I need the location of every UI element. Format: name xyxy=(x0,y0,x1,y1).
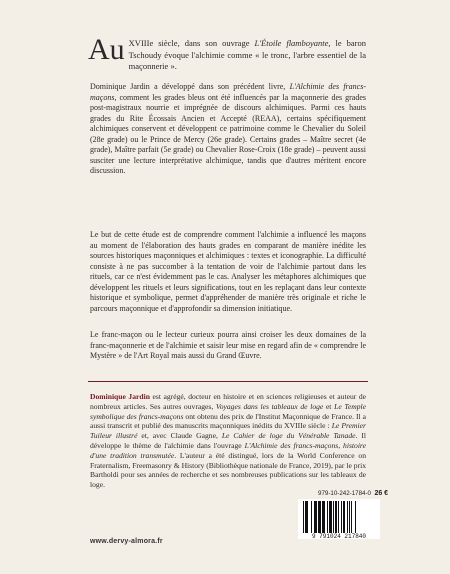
drop-cap: Au xyxy=(88,33,125,66)
isbn: 979-10-242-1784-0 xyxy=(318,490,371,497)
paragraph-previous-book: Dominique Jardin a développé dans son précédent livre, L'Alchimie des francs-maçons, comment les grades bleus ont été influencés par la maçonnerie des grades post-magistraux nourrie et imprégnée de discours alchimiques. Parmi ces hauts grades du Rite Écossais Ancien et Accepté (REAA), certains spécifiquement alchimiques conservent et développent ce patrimoine comme le Chevalier du Soleil (28e grade) ou le Prince de Mercy (26e grade). Certains grades – Maître secret (4e grade), Maître parfait (5e grade) ou Chevalier Rose-Croix (18e grade) – peuvent aussi susciter une lecture interprétative alchimique, tandis que d'autres méritent encore discussion. xyxy=(90,82,366,175)
publisher-website: www.dervy-almora.fr xyxy=(90,538,163,545)
barcode-bar xyxy=(356,501,357,533)
divider xyxy=(88,381,368,382)
author-bio: Dominique Jardin est agrégé, docteur en histoire et en sciences religieuses et auteur de nombreux articles. Ses autres ouvrages, Voyages dans les tableaux de loge et Le Temple symbolique des francs-maçons ont obtenu des prix de l'Institut Maçonnique de France. Il a aussi transcrit et publié des manuscrits maçonniques inédits du XVIIIe siècle : Le Premier Tuileur illustré et, avec Claude Gagne, Le Cahier de loge du Vénérable Tanade. Il développe le thème de l'alchimie dans l'ouvrage L'Alchimie des francs-maçons, histoire d'une tradition transmutée. L'auteur a été distingué, lors de la World Conference on Fraternalism, Freemasonry & History (Bibliothèque nationale de France, 2019), par le prix Bartholdi pour ses années de recherche et ses nombreuses publications sur les tableaux de loge. xyxy=(90,392,367,490)
barcode-bars xyxy=(303,501,375,533)
author-name: Dominique Jardin xyxy=(90,392,150,401)
isbn-price xyxy=(318,490,388,497)
paragraph-reader: Le franc-maçon ou le lecteur curieux pourra ainsi croiser les deux domaines de la franc-maçonnerie et de l'alchimie et saisir leur mise en regard afin de « comprendre le Mystère » de l'Art Royal mais aussi du Grand Œuvre. xyxy=(90,330,366,360)
price: 26 € xyxy=(374,490,389,497)
paragraph-study-goal: Le but de cette étude est de comprendre comment l'alchimie a influencé les maçons au moment de l'élaboration des hauts grades en comparant de manière inédite les sources historiques maçonniques et alchimiques : textes et iconographie. La difficulté consiste à ne pas succomber à la tentation de voir de l'alchimie partout dans les rituels, car ce n'est évidemment pas le cas. Analyser les métaphores alchimiques que développent les rituels et leurs significations, tout en les replaçant dans leur contexte historique et symbolique, permet d'appréhender de manière très originale et riche le parcours maçonnique et d'approfondir sa dimension initiatique. xyxy=(90,230,366,313)
intro-paragraph: Au XVIIIe siècle, dans son ouvrage L'Étoile flamboyante, le baron Tschoudy évoque l'alchimie comme « le tronc, l'arbre essentiel de la maçonnerie ». xyxy=(88,33,366,71)
barcode-digits: 9 791024 217840 xyxy=(311,533,366,540)
